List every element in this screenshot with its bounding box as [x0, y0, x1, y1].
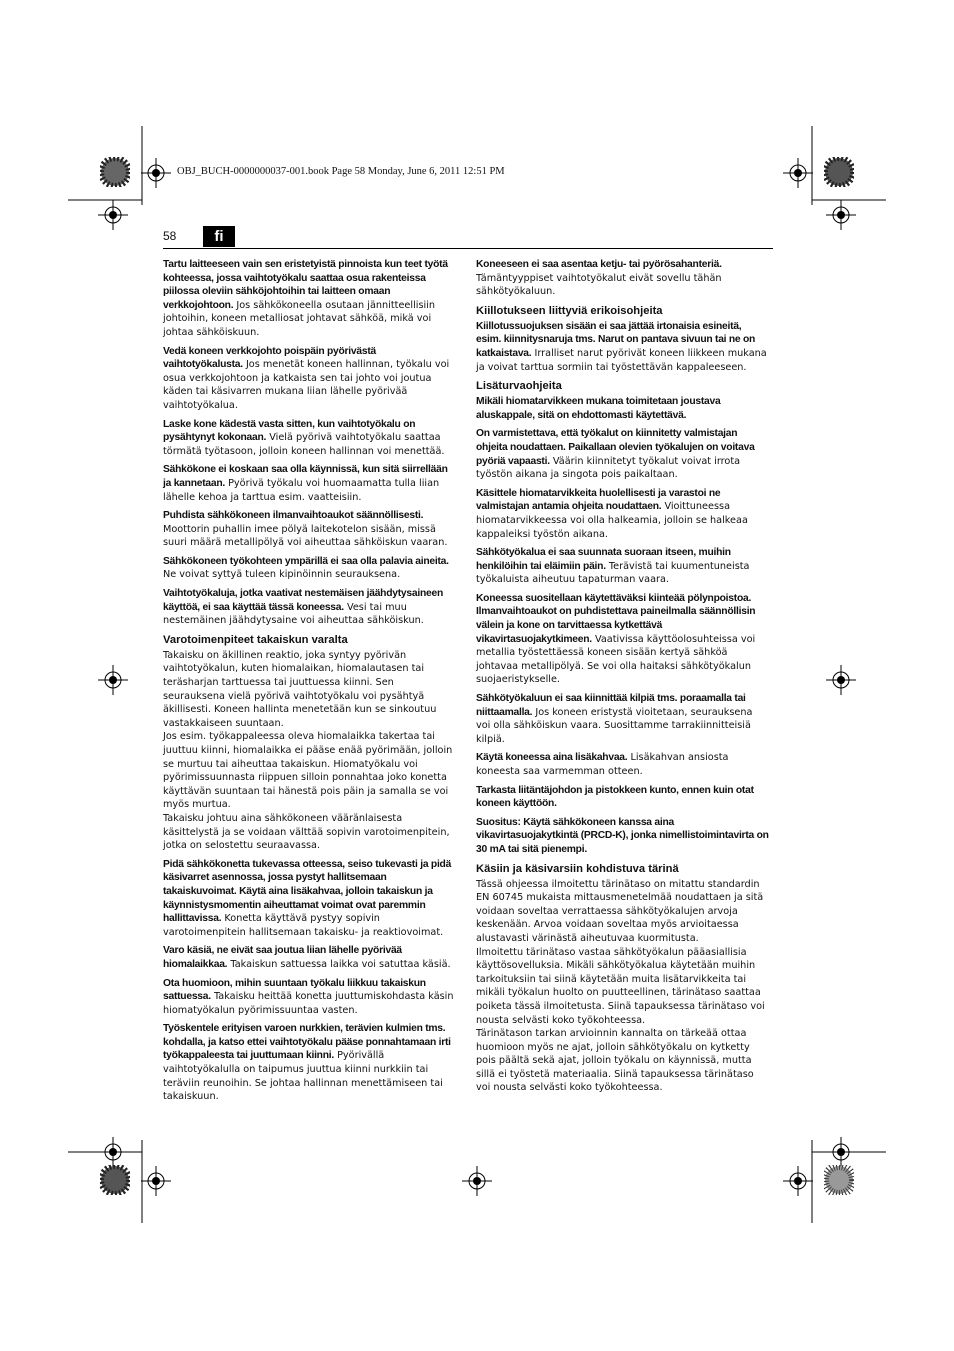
registration-mark-icon — [783, 158, 813, 188]
paragraph: Käsittele hiomatarvikkeita huolellisesti ja varastoi ne valmistajan antamia ohjeita noudattaen. Vioittuneessa hiomatarvikkeessa voi olla halkeamia, jolloin se halkeaa kappaleiksi työstön aikana. — [476, 487, 748, 540]
registration-mark-icon — [141, 158, 171, 188]
paragraph: Tartu laitteeseen vain sen eristetyistä pinnoista kun teet työtä kohteessa, jossa vaihtotyökalu saattaa osua rakenteissa piilossa oleviin sähköjohtoihin tai laitteen omaan verkkojohtoon. Jos sähkökoneella osutaan jännitteellisiin johtoihin, koneen metalliosat johtavat sähköä, mikä voi johtaa sähköiskuun. — [163, 259, 448, 338]
section-heading: Lisäturvaohjeita — [476, 380, 562, 393]
calibration-wheel-icon — [100, 157, 130, 187]
registration-mark-icon — [826, 200, 856, 230]
registration-mark-icon — [783, 1166, 813, 1196]
registration-mark-icon — [98, 1137, 128, 1167]
language-tab: fi — [203, 226, 235, 247]
paragraph: Vaihtotyökaluja, jotka vaativat nestemäisen jäähdytysaineen käyttöä, ei saa käyttää tässä koneessa. Vesi tai muu nestemäinen jäähdytysaine voi aiheuttaa sähköiskun. — [163, 588, 443, 627]
paragraph: Suositus: Käytä sähkökoneen kanssa aina vikavirtasuojakytkintä (PRCD-K), jonka nimellistoimintavirta on 30 mA tai sitä pienempi. — [476, 816, 769, 855]
page-number: 58 — [163, 229, 177, 243]
paragraph: Tässä ohjeessa ilmoitettu tärinätaso on mitattu standardin EN 60745 mukaista mittausmenetelmää noudattaen ja sitä voidaan soveltaa verrattaessa sähkötyökalujen arvoja keskenään. Arvoa voidaan soveltaa myös arvioitaessa alustavasti värinästä aiheutuvaa kuormitusta. — [476, 878, 764, 944]
paragraph: Pidä sähkökonetta tukevassa otteessa, seiso tukevasti ja pidä käsivarret asennossa, jossa pystyt hallitsemaan takaiskuvoimat. Käytä aina lisäkahvaa, jolloin takaiskun ja käynnistysmomentin aiheuttamat voimat ovat paremmin hallittavissa. Konetta käyttävä pystyy sopivin varotoimenpitein hallitsemaan takaisku- ja reaktiovoimat. — [163, 858, 452, 938]
calibration-wheel-icon — [100, 1165, 130, 1195]
paragraph: Koneeseen ei saa asentaa ketju- tai pyörösahanteriä. Tämäntyyppiset vaihtotyökalut eivät sovellu tähän sähkötyökaluun. — [476, 259, 722, 298]
registration-mark-icon — [98, 200, 128, 230]
paragraph: Tarkasta liitäntäjohdon ja pistokkeen kunto, ennen kuin otat koneen käyttöön. — [476, 784, 754, 810]
registration-mark-icon — [826, 1137, 856, 1167]
paragraph: Varo käsiä, ne eivät saa joutua liian lähelle pyörivää hiomalaikkaa. Takaiskun sattuessa laikka voi satuttaa käsiä. — [163, 945, 451, 970]
paragraph: Työskentele erityisen varoen nurkkien, terävien kulmien tms. kohdalla, ja katso ettei vaihtotyökalu pääse ponnahtamaan irti työkappaleesta tai juuttumaan kiinni. Pyörivällä vaihtotyökalulla on taipumus juuttua kiinni nurkkiin tai teräviin reunoihin. Se johtaa hallinnan menettämiseen tai takaiskuun. — [163, 1023, 451, 1103]
registration-mark-icon — [826, 665, 856, 695]
section-heading: Kiillotukseen liittyviä erikoisohjeita — [476, 304, 663, 317]
paragraph: Tärinätason tarkan arvioinnin kannalta on tärkeää ottaa huomioon myös ne ajat, jolloin sähkötyökalu on kytketty pois päältä sekä ajat, jolloin työkalu on käynnissä, mutta sillä ei työstetä materiaalia. Siinä tapauksessa tärinätaso voi nousta selvästi koko työkohteessa. — [476, 1028, 754, 1094]
paragraph: Sähkötyökalua ei saa suunnata suoraan itseen, muihin henkilöihin tai eläimiin päin. Terävistä tai kuumentuneista työkaluista aiheutuu tapaturman vaara. — [476, 547, 750, 586]
calibration-wheel-icon — [824, 1165, 854, 1195]
paragraph: Sähkökoneen työkohteen ympärillä ei saa olla palavia aineita. Ne voivat syttyä tuleen kipinöinnin seurauksena. — [163, 555, 449, 581]
registration-mark-icon — [462, 1166, 492, 1196]
paragraph: Käytä koneessa aina lisäkahvaa. Lisäkahvan ansiosta koneesta saa varmemman otteen. — [476, 752, 729, 777]
paragraph: Sähkötyökaluun ei saa kiinnittää kilpiä tms. poraamalla tai niittaamalla. Jos koneen eristystä vioitetaan, seurauksena voi olla sähköiskun vaara. Suosittamme tarrakiinnitteisiä kilpiä. — [476, 693, 753, 745]
paragraph: Vedä koneen verkkojohto poispäin pyörivästä vaihtotyökalusta. Jos menetät koneen hallinnan, työkalu voi osua verkkojohtoon ja katkaista sen tai johto voi joutua käden tai käsivarren mukana liian lähelle pyörivää vaihtotyökalua. — [163, 345, 450, 411]
paragraph: Laske kone kädestä vasta sitten, kun vaihtotyökalu on pysähtynyt kokonaan. Vielä pyörivä vaihtotyökalu saattaa törmätä työtasoon, jolloin koneen hallinnan voi menettää. — [163, 418, 445, 457]
right-column — [476, 258, 769, 1100]
paragraph: Jos esim. työkappaleessa oleva hiomalaikka takertaa tai juuttuu kiinni, hiomalaikka ei pääse enää pyörimään, jolloin se murtuu tai aiheuttaa takaiskun. Hiomatyökalu voi pyörimissuunnasta riippuen silloin ponnahtaa joko konetta käyttävän suuntaan tai hänestä pois päin ja samalla se voi myös murtua. — [163, 731, 453, 811]
registration-mark-icon — [141, 1166, 171, 1196]
paragraph: Puhdista sähkökoneen ilmanvaihtoaukot säännöllisesti. Moottorin puhallin imee pölyä laitekotelon sisään, missä suuri määrä metallipölyä voi aiheuttaa sähköiskun vaaran. — [163, 510, 448, 549]
paragraph: Ilmoitettu tärinätaso vastaa sähkötyökalun pääasiallisia käyttösovelluksia. Mikäli sähkötyökalua käytetään muihin tarkoituksiin tai siinä käytetään muita lisätarvikkeita tai mikäli työkalun huolto on puutteellinen, tärinätaso saattaa poiketa tässä ilmoitetusta. Siinä tapauksessa tärinätaso voi nousta selvästi koko työkohteessa. — [476, 946, 765, 1026]
calibration-wheel-icon — [824, 157, 854, 187]
header-rule — [163, 248, 773, 249]
paragraph: Mikäli hiomatarvikkeen mukana toimitetaan joustava aluskappale, sitä on ehdottomasti käytettävä. — [476, 396, 721, 421]
section-heading: Varotoimenpiteet takaiskun varalta — [163, 633, 348, 646]
paragraph: Ota huomioon, mihin suuntaan työkalu liikkuu takaiskun sattuessa. Takaisku heittää konetta juuttumiskohdasta käsin hiomatyökalun pyörimissuuntaa vasten. — [163, 977, 454, 1016]
paragraph: On varmistettava, että työkalut on kiinnitetty valmistajan ohjeita noudattaen. Paikallaan olevien työkalujen on voitava pyöriä vapaasti. Väärin kiinnitetyt työkalut voivat irrota työstön aikana ja singota pois paikaltaan. — [476, 428, 755, 481]
section-heading: Käsiin ja käsivarsiin kohdistuva tärinä — [476, 862, 679, 875]
left-column — [163, 258, 456, 1109]
registration-mark-icon — [98, 665, 128, 695]
file-info-header: OBJ_BUCH-0000000037-001.book Page 58 Monday, June 6, 2011 12:51 PM — [177, 166, 505, 177]
paragraph: Koneessa suositellaan käytettäväksi kiinteää pölynpoistoa. Ilmanvaihtoaukot on puhdistettava paineilmalla säännöllisin välein ja kone on tarvittaessa kytkettävä vikavirtasuojakytkimeen. Vaativissa käyttöolosuhteissa voi metallia työstettäessä koneen sisään kertyä sähköä johtavaa metallipölyä. Se voi olla haitaksi sähkötyökalun suojaeristykselle. — [476, 592, 756, 686]
paragraph: Takaisku on äkillinen reaktio, joka syntyy pyörivän vaihtotyökalun, kuten hiomalaikan, hiomalautasen tai teräsharjan tarttuessa tai juuttuessa kiinni. Sen seurauksena vielä pyörivä vaihtotyökalu voi pysähtyä äkillisesti. Koneen hallinta menetetään kun se sinkoutuu vastakkaiseen suuntaan. — [163, 649, 437, 729]
paragraph: Kiillotussuojuksen sisään ei saa jättää irtonaisia esineitä, esim. kiinnitysnaruja tms. Narut on pantava sivuun tai ne on katkaistava. Irralliset narut pyörivät koneen liikkeen mukana ja voivat tarttua sormiin tai työstettävän kappaleeseen. — [476, 320, 767, 373]
paragraph: Sähkökone ei koskaan saa olla käynnissä, kun sitä siirrellään ja kannetaan. Pyörivä työkalu voi huomaamatta tulla liian lähelle kehoa ja tarttua esim. vaatteisiin. — [163, 464, 448, 503]
paragraph: Takaisku johtuu aina sähkökoneen vääränlaisesta käsittelystä ja se voidaan välttää sopivin varotoimenpitein, jotka on selostettu seuraavassa. — [163, 812, 450, 852]
